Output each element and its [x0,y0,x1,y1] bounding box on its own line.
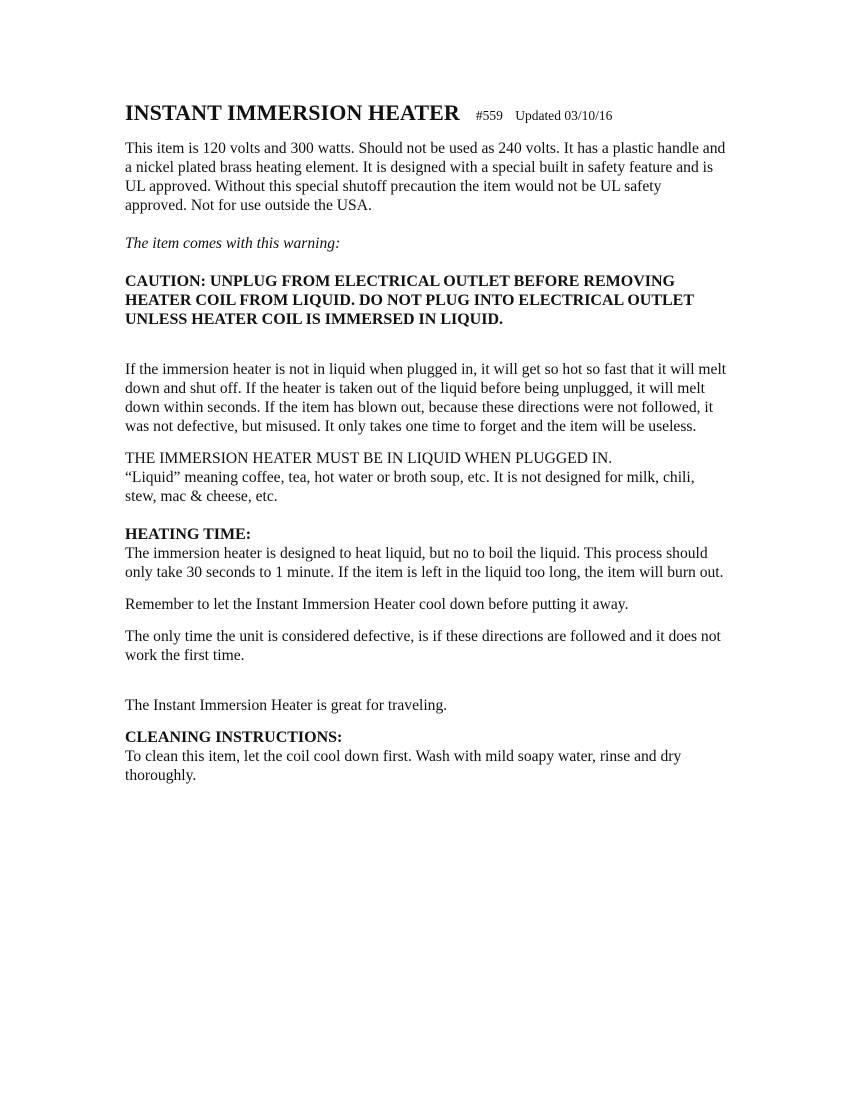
document-page [125,100,727,785]
caution-warning: CAUTION: UNPLUG FROM ELECTRICAL OUTLET BEFORE REMOVING HEATER COIL FROM LIQUID. DO NOT PLUG INTO ELECTRICAL OUTLET UNLESS HEATER COIL IS IMMERSED IN LIQUID. [125,273,694,328]
cool-down-paragraph: Remember to let the Instant Immersion Heater cool down before putting it away. [125,596,629,613]
updated-date: Updated 03/10/16 [515,108,613,123]
traveling-paragraph: The Instant Immersion Heater is great for traveling. [125,697,448,714]
heating-time-heading: HEATING TIME: [125,526,252,543]
defective-paragraph: The only time the unit is considered defective, is if these directions are followed and it does not work the first time. [125,628,721,664]
must-be-in-liquid: THE IMMERSION HEATER MUST BE IN LIQUID WHEN PLUGGED IN. [125,450,613,467]
document-meta [476,108,613,123]
title-line [125,100,727,126]
cleaning-text: To clean this item, let the coil cool down first. Wash with mild soapy water, rinse and dry thoroughly. [125,748,682,784]
cleaning-heading: CLEANING INSTRUCTIONS: [125,729,343,746]
intro-paragraph: This item is 120 volts and 300 watts. Should not be used as 240 volts. It has a plastic handle and a nickel plated brass heating element. It is designed with a special built in safety feature and is UL approved. Without this special shutoff precaution the item would not be UL safety approved. Not for use outside the USA. [125,140,726,214]
heating-time-text: The immersion heater is designed to heat liquid, but no to boil the liquid. This process should only take 30 seconds to 1 minute. If the item is left in the liquid too long, the item will burn out. [125,545,724,581]
document-title: INSTANT IMMERSION HEATER [125,100,460,125]
melt-paragraph: If the immersion heater is not in liquid when plugged in, it will get so hot so fast that it will melt down and shut off. If the heater is taken out of the liquid before being unplugged, it will melt down within seconds. If the item has blown out, because these directions were not followed, it was not defective, but misused. It only takes one time to forget and the item will be useless. [125,361,727,435]
liquid-meaning: “Liquid” meaning coffee, tea, hot water or broth soup, etc. It is not designed for milk, chili, stew, mac & cheese, etc. [125,469,695,505]
warning-intro: The item comes with this warning: [125,235,341,252]
item-number: #559 [475,108,503,123]
